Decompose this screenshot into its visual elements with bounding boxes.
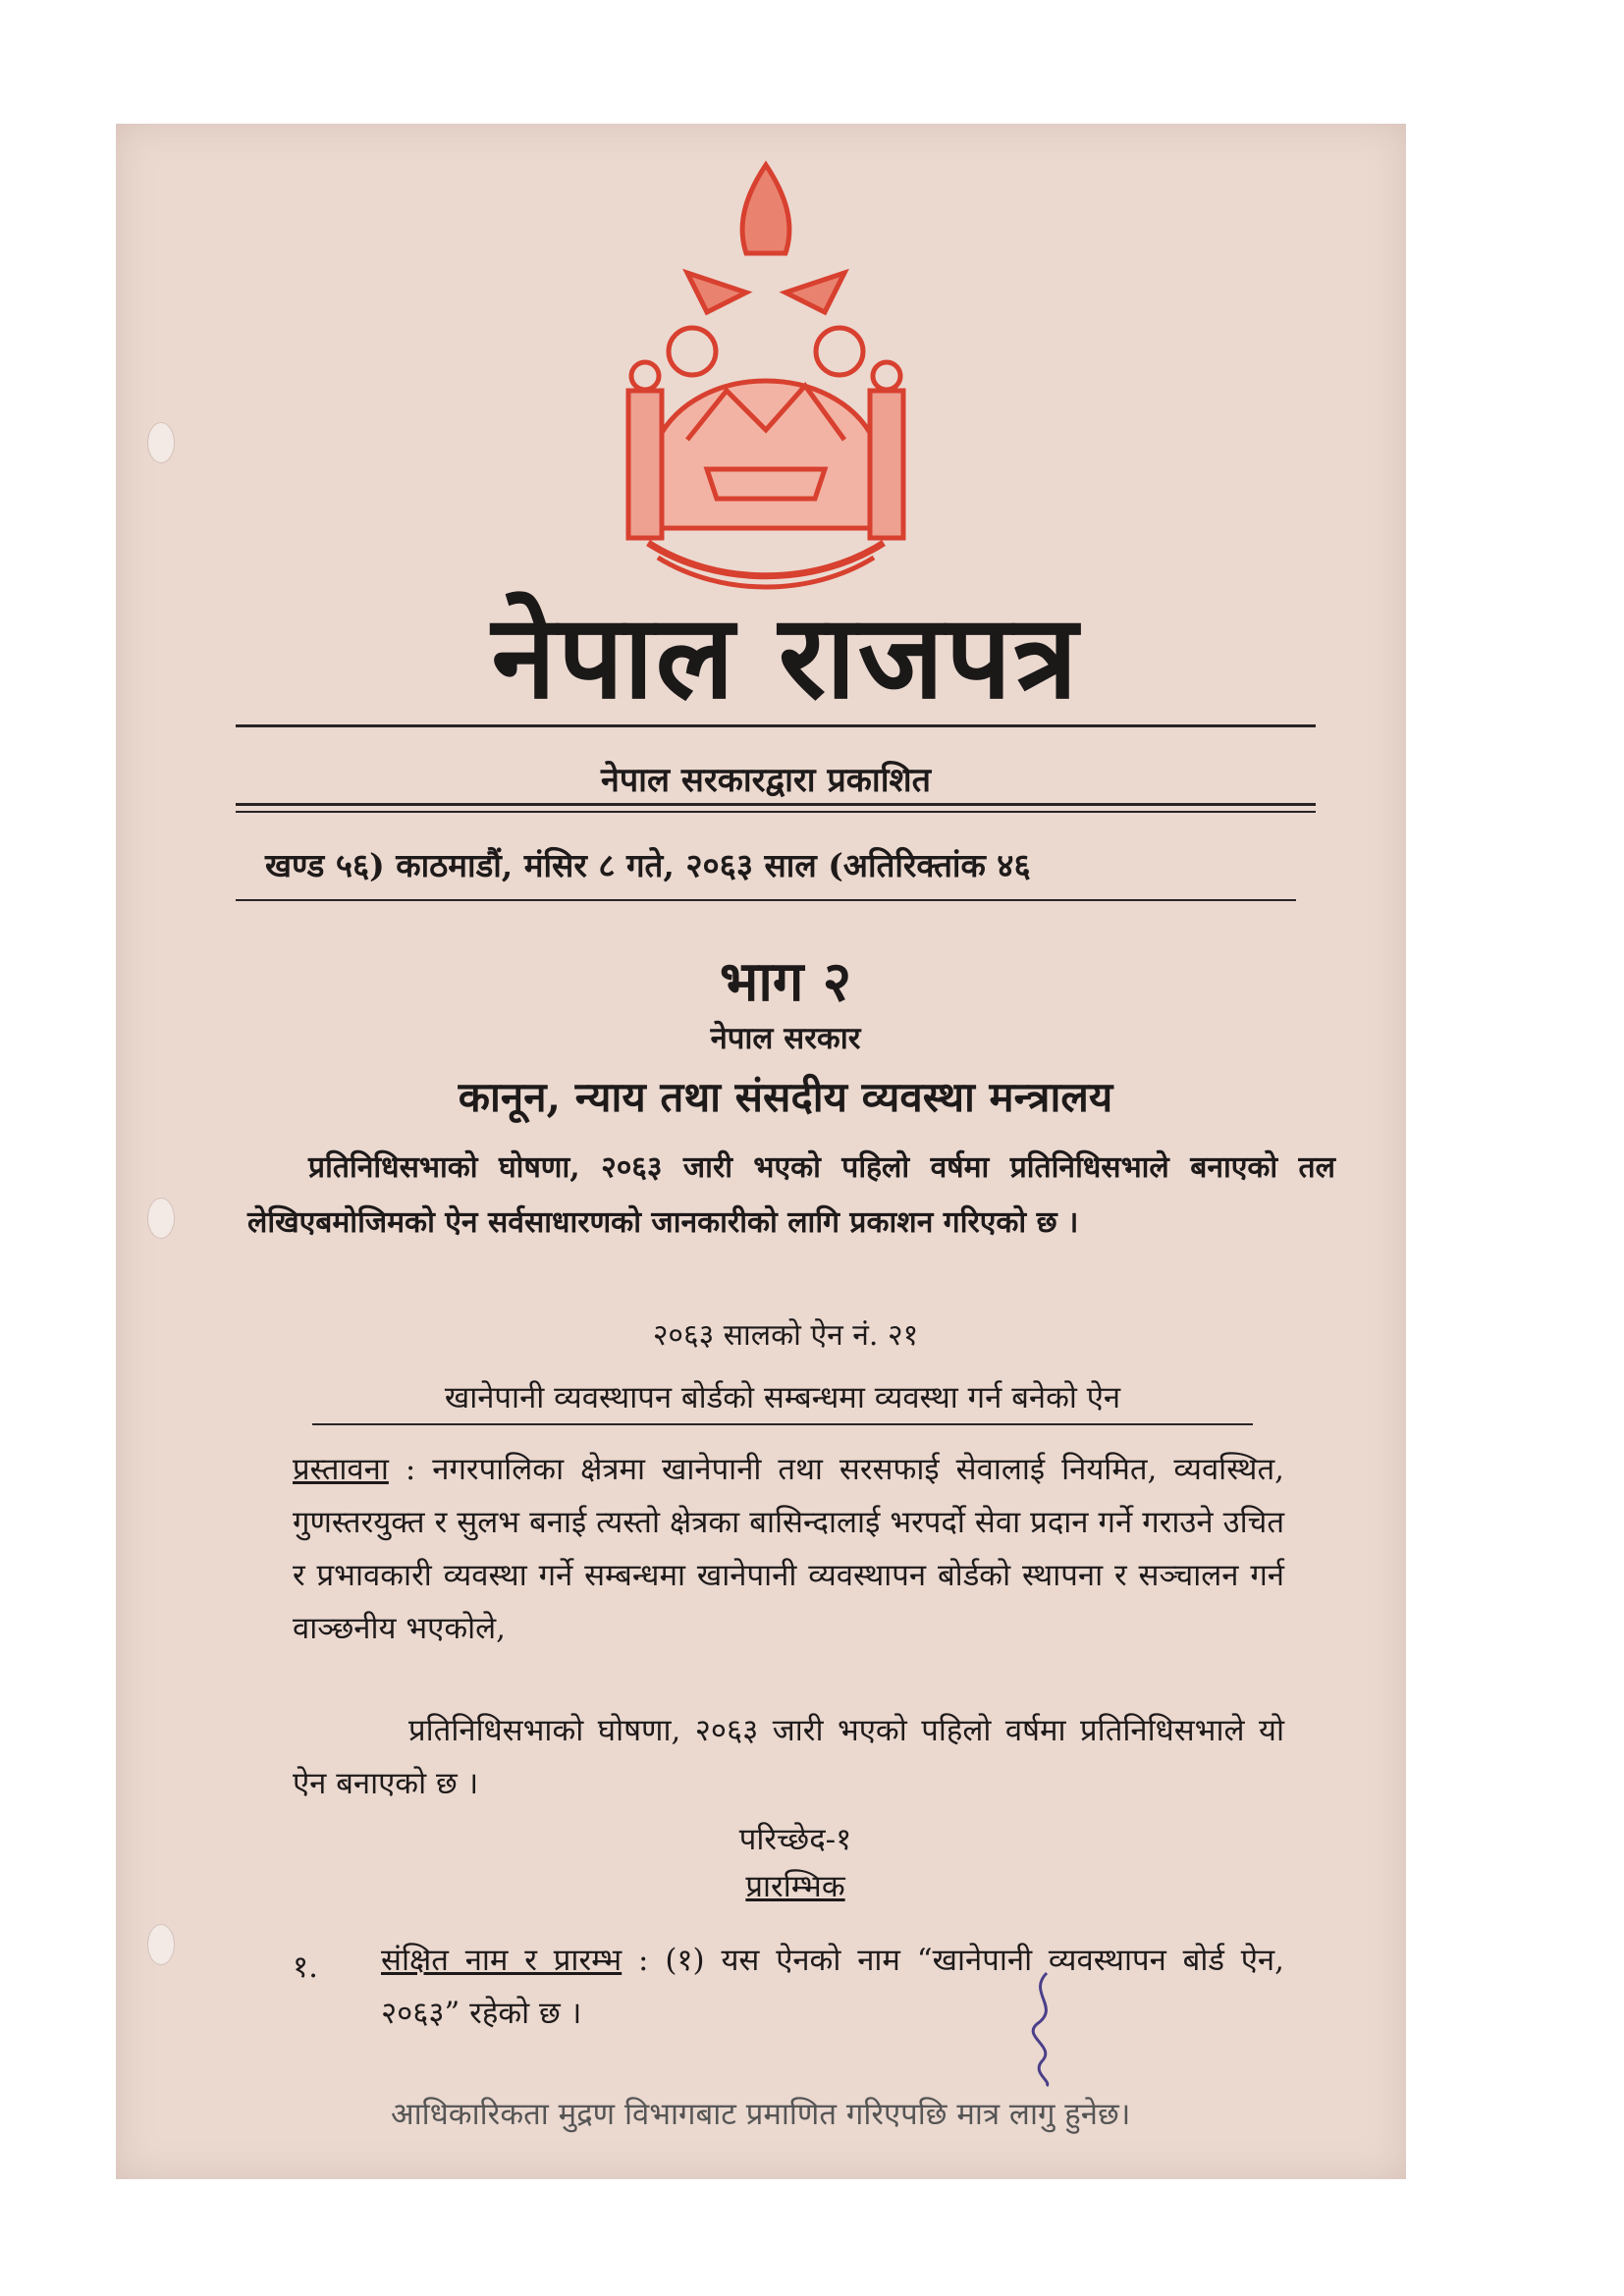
- coat-of-arms-emblem: [599, 145, 933, 607]
- preamble-paragraph: [293, 1443, 1284, 1655]
- preamble-text: : नगरपालिका क्षेत्रमा खानेपानी तथा सरसफाई सेवालाई नियमित, व्यवस्थित, गुणस्तरयुक्त र सुलभ बनाई त्यस्तो क्षेत्रका बासिन्दालाई भरपर्दो सेवा प्रदान गर्ने गराउने उचित र प्रभावकारी व्यवस्था गर्ने सम्बन्धमा खानेपानी व्यवस्थापन बोर्डको स्थापना र सञ्चालन गर्न वाञ्छनीय भएकोले,: [293, 1452, 1284, 1646]
- rule: [236, 899, 1296, 901]
- section-text: : (१) यस ऐनको नाम “खानेपानी व्यवस्थापन बोर्ड ऐन, २०६३” रहेको छ ।: [381, 1943, 1284, 2031]
- handwritten-mark: [1017, 1963, 1076, 2091]
- intro-paragraph: प्रतिनिधिसभाको घोषणा, २०६३ जारी भएको पहिलो वर्षमा प्रतिनिधिसभाले बनाएको तल लेखिएबमोजिमको ऐन सर्वसाधारणको जानकारीको लागि प्रकाशन गरिएको छ ।: [247, 1150, 1335, 1240]
- enactment-paragraph: प्रतिनिधिसभाको घोषणा, २०६३ जारी भएको पहिलो वर्षमा प्रतिनिधिसभाले यो ऐन बनाएको छ ।: [293, 1713, 1284, 1801]
- section-title: संक्षित नाम र प्रारम्भ: [381, 1943, 623, 1978]
- punch-hole: [147, 422, 175, 463]
- chapter-title: प्रारम्भिक: [745, 1869, 845, 1904]
- authenticity-footer: आधिकारिकता मुद्रण विभागबाट प्रमाणित गरिएपछि मात्र लागु हुनेछ।: [391, 2097, 1131, 2132]
- part-heading: भाग २: [719, 949, 852, 1014]
- section-1: [381, 1934, 1284, 2040]
- act-number: २०६३ सालको ऐन नं. २१: [652, 1318, 919, 1353]
- punch-hole: [147, 1924, 175, 1965]
- rule: [236, 803, 1316, 806]
- gazette-masthead: नेपाल राजपत्र: [491, 589, 1080, 724]
- ministry-heading: कानून, न्याय तथा संसदीय व्यवस्था मन्त्रालय: [458, 1073, 1113, 1121]
- chapter-heading: [648, 1816, 943, 1910]
- chapter-number: परिच्छेद-१: [738, 1822, 852, 1857]
- publisher-line: नेपाल सरकारद्वारा प्रकाशित: [600, 761, 932, 800]
- rule: [236, 724, 1316, 727]
- punch-hole: [147, 1198, 175, 1239]
- government-heading: नेपाल सरकार: [710, 1021, 861, 1056]
- rule: [236, 811, 1316, 813]
- section-number: १.: [293, 1949, 318, 1985]
- issue-line: खण्ड ५६) काठमाडौं, मंसिर ८ गते, २०६३ साल (अतिरिक्तांक ४६: [265, 846, 1031, 884]
- preamble-label: प्रस्तावना: [293, 1452, 389, 1487]
- act-title: खानेपानी व्यवस्थापन बोर्डको सम्बन्धमा व्यवस्था गर्न बनेको ऐन: [312, 1376, 1253, 1425]
